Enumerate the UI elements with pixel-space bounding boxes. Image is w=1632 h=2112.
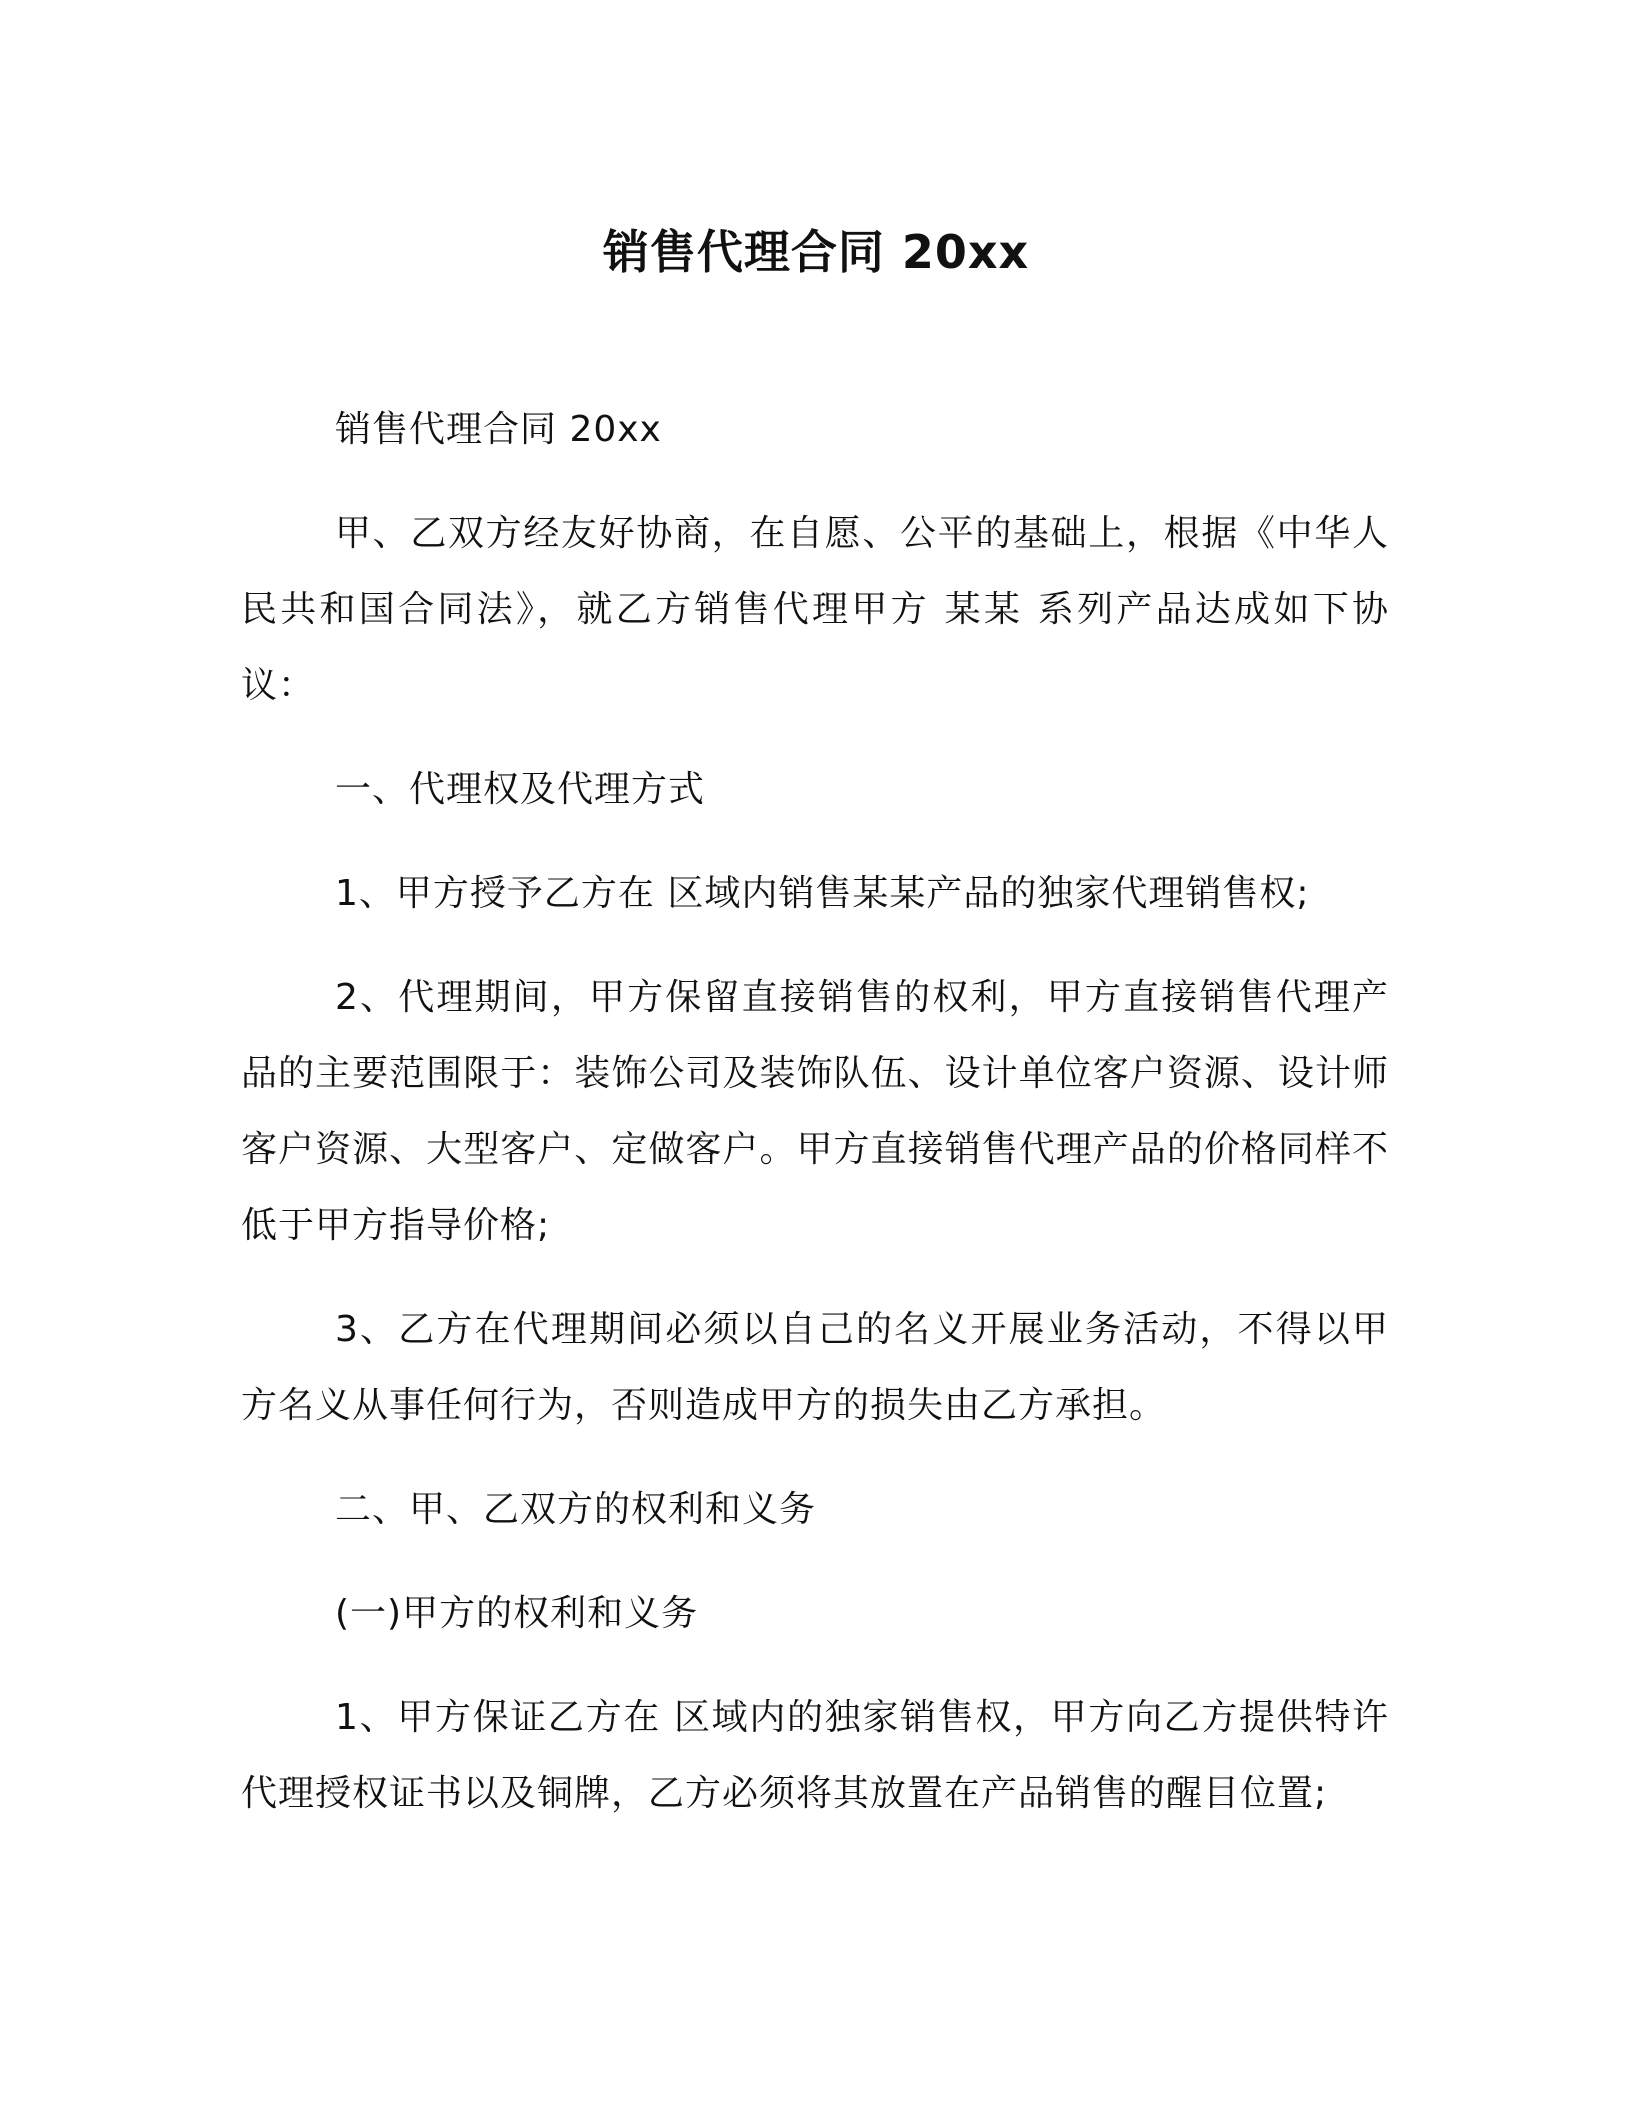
clause-2-direct-sales: 2、代理期间，甲方保留直接销售的权利，甲方直接销售代理产品的主要范围限于：装饰公司及装饰队伍、设计单位客户资源、设计师客户资源、大型客户、定做客户。甲方直接销售代理产品的价格同样不低于甲方指导价格; (241, 977, 1389, 1246)
clause-party-a-1: 1、甲方保证乙方在 区域内的独家销售权，甲方向乙方提供特许代理授权证书以及铜牌，乙方必须将其放置在产品销售的醒目位置; (241, 1697, 1389, 1814)
section-heading-agency-rights: 一、代理权及代理方式 (335, 769, 706, 810)
document-body (241, 392, 1389, 1860)
document-title: 销售代理合同 20xx (602, 225, 1030, 279)
paragraph-subtitle: 销售代理合同 20xx (335, 409, 662, 450)
section-heading-rights-obligations: 二、甲、乙双方的权利和义务 (335, 1489, 817, 1530)
clause-3-own-name: 3、乙方在代理期间必须以自己的名义开展业务活动，不得以甲方名义从事任何行为，否则造成甲方的损失由乙方承担。 (241, 1309, 1389, 1426)
paragraph-preamble: 甲、乙双方经友好协商，在自愿、公平的基础上，根据《中华人民共和国合同法》，就乙方销售代理甲方 某某 系列产品达成如下协议： (241, 513, 1389, 706)
subsection-heading-party-a: (一)甲方的权利和义务 (335, 1593, 699, 1634)
clause-1-exclusive-right: 1、甲方授予乙方在 区域内销售某某产品的独家代理销售权; (335, 873, 1310, 914)
